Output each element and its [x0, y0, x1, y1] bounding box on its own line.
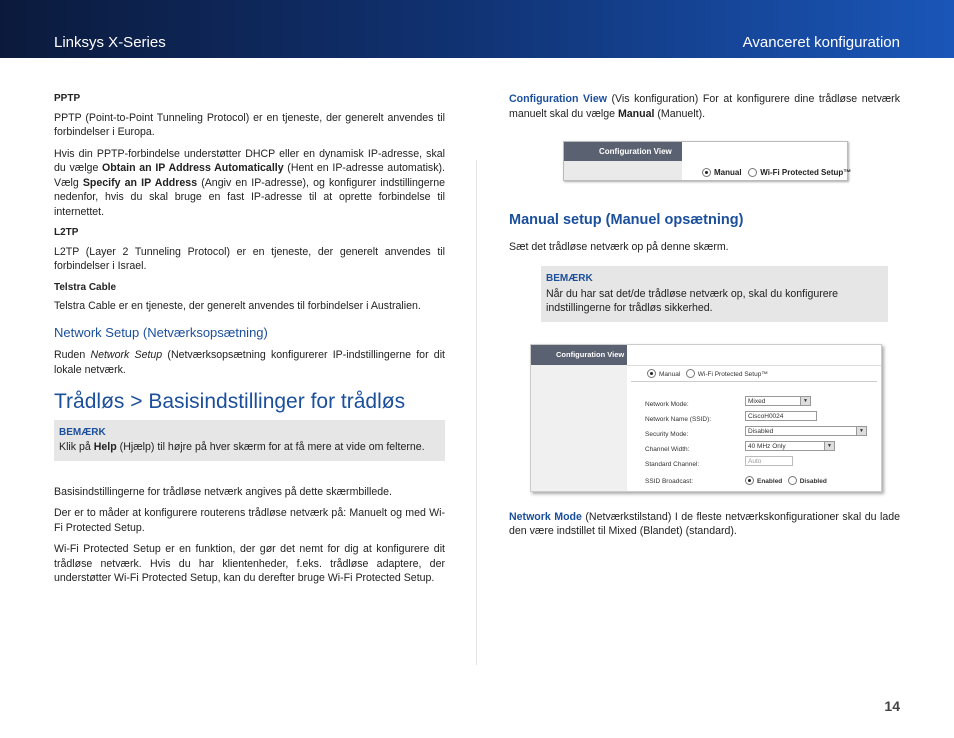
enabled-label: Enabled	[757, 477, 783, 485]
text-run: (Netværksopsætning konfigurerer IP-indstillingerne for dit lokale netværk.	[54, 349, 445, 376]
left-column	[54, 92, 445, 593]
manual-radio[interactable]	[702, 168, 711, 177]
main-heading: Trådløs > Basisindstillinger for trådløs	[54, 390, 406, 413]
wps-label: Wi-Fi Protected Setup™	[697, 370, 768, 378]
manual-label: Manual	[659, 370, 681, 378]
ssid-broadcast-label: SSID Broadcast:	[645, 477, 694, 485]
channel-width-value: 40 MHz Only	[748, 442, 786, 450]
option-obtain-ip: Obtain an IP Address Automatically	[102, 162, 284, 174]
text-run: (Manuelt).	[654, 107, 706, 120]
network-setup-term: Network Setup	[90, 349, 163, 361]
section-title: Avanceret konfiguration	[742, 34, 900, 51]
note-box	[54, 420, 445, 461]
note-title: BEMÆRK	[59, 426, 106, 438]
screenshot-title: Configuration View	[531, 345, 627, 365]
pptp-term: PPTP	[54, 93, 81, 104]
note-text: Når du har sat det/de trådløse netværk op, skal du konfigurere indstillingerne for trådløs sikkerhed.	[546, 287, 839, 314]
manual-term: Manual	[617, 107, 655, 120]
standard-channel-value: Auto	[748, 457, 762, 465]
security-mode-value: Disabled	[748, 427, 774, 435]
screenshot-title: Configuration View	[564, 142, 682, 161]
paragraph-two-ways: Der er to måder at konfigurere routerens trådløse netværk på: Manuelt og med Wi-Fi Protected Setup.	[54, 507, 445, 534]
screenshot-topbar	[627, 345, 881, 366]
wps-label: Wi-Fi Protected Setup™	[760, 168, 852, 177]
pptp-hint	[54, 147, 445, 220]
chevron-down-icon: ▼	[800, 397, 810, 405]
option-specify-ip: Specify an IP Address	[82, 176, 198, 189]
note-box-right	[541, 266, 888, 322]
note-title: BEMÆRK	[546, 273, 593, 284]
paragraph-wps: Wi-Fi Protected Setup er en funktion, der gør det nemt for dig at konfigurere dit trådløse netværk. Hvis du har klientenheder, f.eks. trådløse adaptere, der understøtter Wi-Fi Protected Setup, kan du derefter bruge Wi-Fi Protected Setup.	[54, 543, 445, 584]
l2tp-term: L2TP	[54, 227, 79, 238]
network-mode-value: Mixed	[748, 397, 766, 405]
column-divider	[476, 160, 477, 665]
disabled-radio[interactable]	[788, 476, 797, 485]
network-setup-heading: Network Setup (Netværksopsætning)	[54, 324, 268, 340]
network-mode-term: Network Mode	[509, 510, 582, 523]
telstra-description: Telstra Cable er en tjeneste, der generelt anvendes til forbindelser i Australien.	[54, 300, 421, 312]
wireless-settings-screenshot	[530, 344, 882, 492]
note-text	[59, 440, 440, 455]
brand-title: Linksys X-Series	[54, 34, 166, 51]
chevron-down-icon: ▼	[856, 427, 866, 435]
ssid-broadcast-options	[745, 475, 827, 490]
ssid-value: CiscoH0024	[748, 412, 784, 420]
chevron-down-icon: ▼	[824, 442, 834, 450]
standard-channel-label: Standard Channel:	[645, 460, 700, 468]
telstra-term: Telstra Cable	[54, 281, 117, 293]
ssid-input[interactable]	[745, 411, 817, 421]
standard-channel-select	[745, 456, 793, 466]
security-mode-label: Security Mode:	[645, 430, 689, 438]
network-mode-select[interactable]	[745, 396, 811, 406]
disabled-label: Disabled	[799, 477, 827, 485]
right-column	[509, 92, 900, 546]
text-run: Hvis din PPTP-forbindelse understøtter DHCP eller en dynamisk IP-adresse, skal du vælge	[54, 147, 445, 174]
text-run: (Hent en IP-adresse automatisk). Vælg	[54, 162, 445, 189]
channel-width-select[interactable]	[745, 441, 835, 451]
text-run: (Netværkstilstand) I de fleste netværkskonfigurationer skal du lade den være indstillet til Mixed (Blandet) (standard).	[509, 510, 900, 537]
config-view-screenshot	[563, 141, 852, 181]
config-view-term: Configuration View	[509, 93, 607, 105]
text-run: (Angiv en IP-adresse), og konfigurer indstillingerne nedenfor, hvis du skal bruge en fast IP-adresse til at oprette forbindelse til internettet.	[54, 176, 445, 218]
network-mode-label: Network Mode:	[645, 400, 689, 408]
text-run: Ruden	[54, 349, 91, 361]
security-mode-select[interactable]	[745, 426, 867, 436]
channel-width-label: Channel Width:	[645, 445, 690, 453]
config-view-description	[509, 92, 900, 121]
pptp-description: PPTP (Point-to-Point Tunneling Protocol) er en tjeneste, der generelt anvendes til forbindelser i Europa.	[54, 111, 445, 138]
manual-radio[interactable]	[647, 369, 656, 378]
divider	[631, 381, 877, 382]
enabled-radio[interactable]	[745, 476, 754, 485]
mode-options	[702, 166, 851, 181]
manual-setup-description: Sæt det trådløse netværk op på denne skærm.	[509, 240, 729, 253]
text-run: (Hjælp) til højre på hver skærm for at få mere at vide om felterne.	[116, 441, 425, 453]
paragraph-basic: Basisindstillingerne for trådløse netværk angives på dette skærmbillede.	[54, 485, 392, 498]
ssid-label: Network Name (SSID):	[645, 415, 712, 423]
manual-label: Manual	[714, 168, 742, 177]
help-term: Help	[93, 441, 117, 453]
page-number: 14	[884, 698, 900, 714]
network-setup-description	[54, 348, 445, 377]
wps-radio[interactable]	[686, 369, 695, 378]
text-run: (Vis konfiguration) For at konfigurere dine trådløse netværk manuelt skal du vælge	[509, 93, 901, 120]
text-run: Klik på	[59, 441, 94, 453]
wps-radio[interactable]	[748, 168, 757, 177]
manual-setup-heading: Manual setup (Manuel opsætning)	[509, 212, 744, 228]
page-header	[0, 0, 954, 58]
network-mode-description	[509, 510, 900, 539]
screenshot-sidebar	[531, 345, 627, 491]
l2tp-description: L2TP (Layer 2 Tunneling Protocol) er en tjeneste, der generelt anvendes til forbindelser i Israel.	[54, 245, 445, 272]
